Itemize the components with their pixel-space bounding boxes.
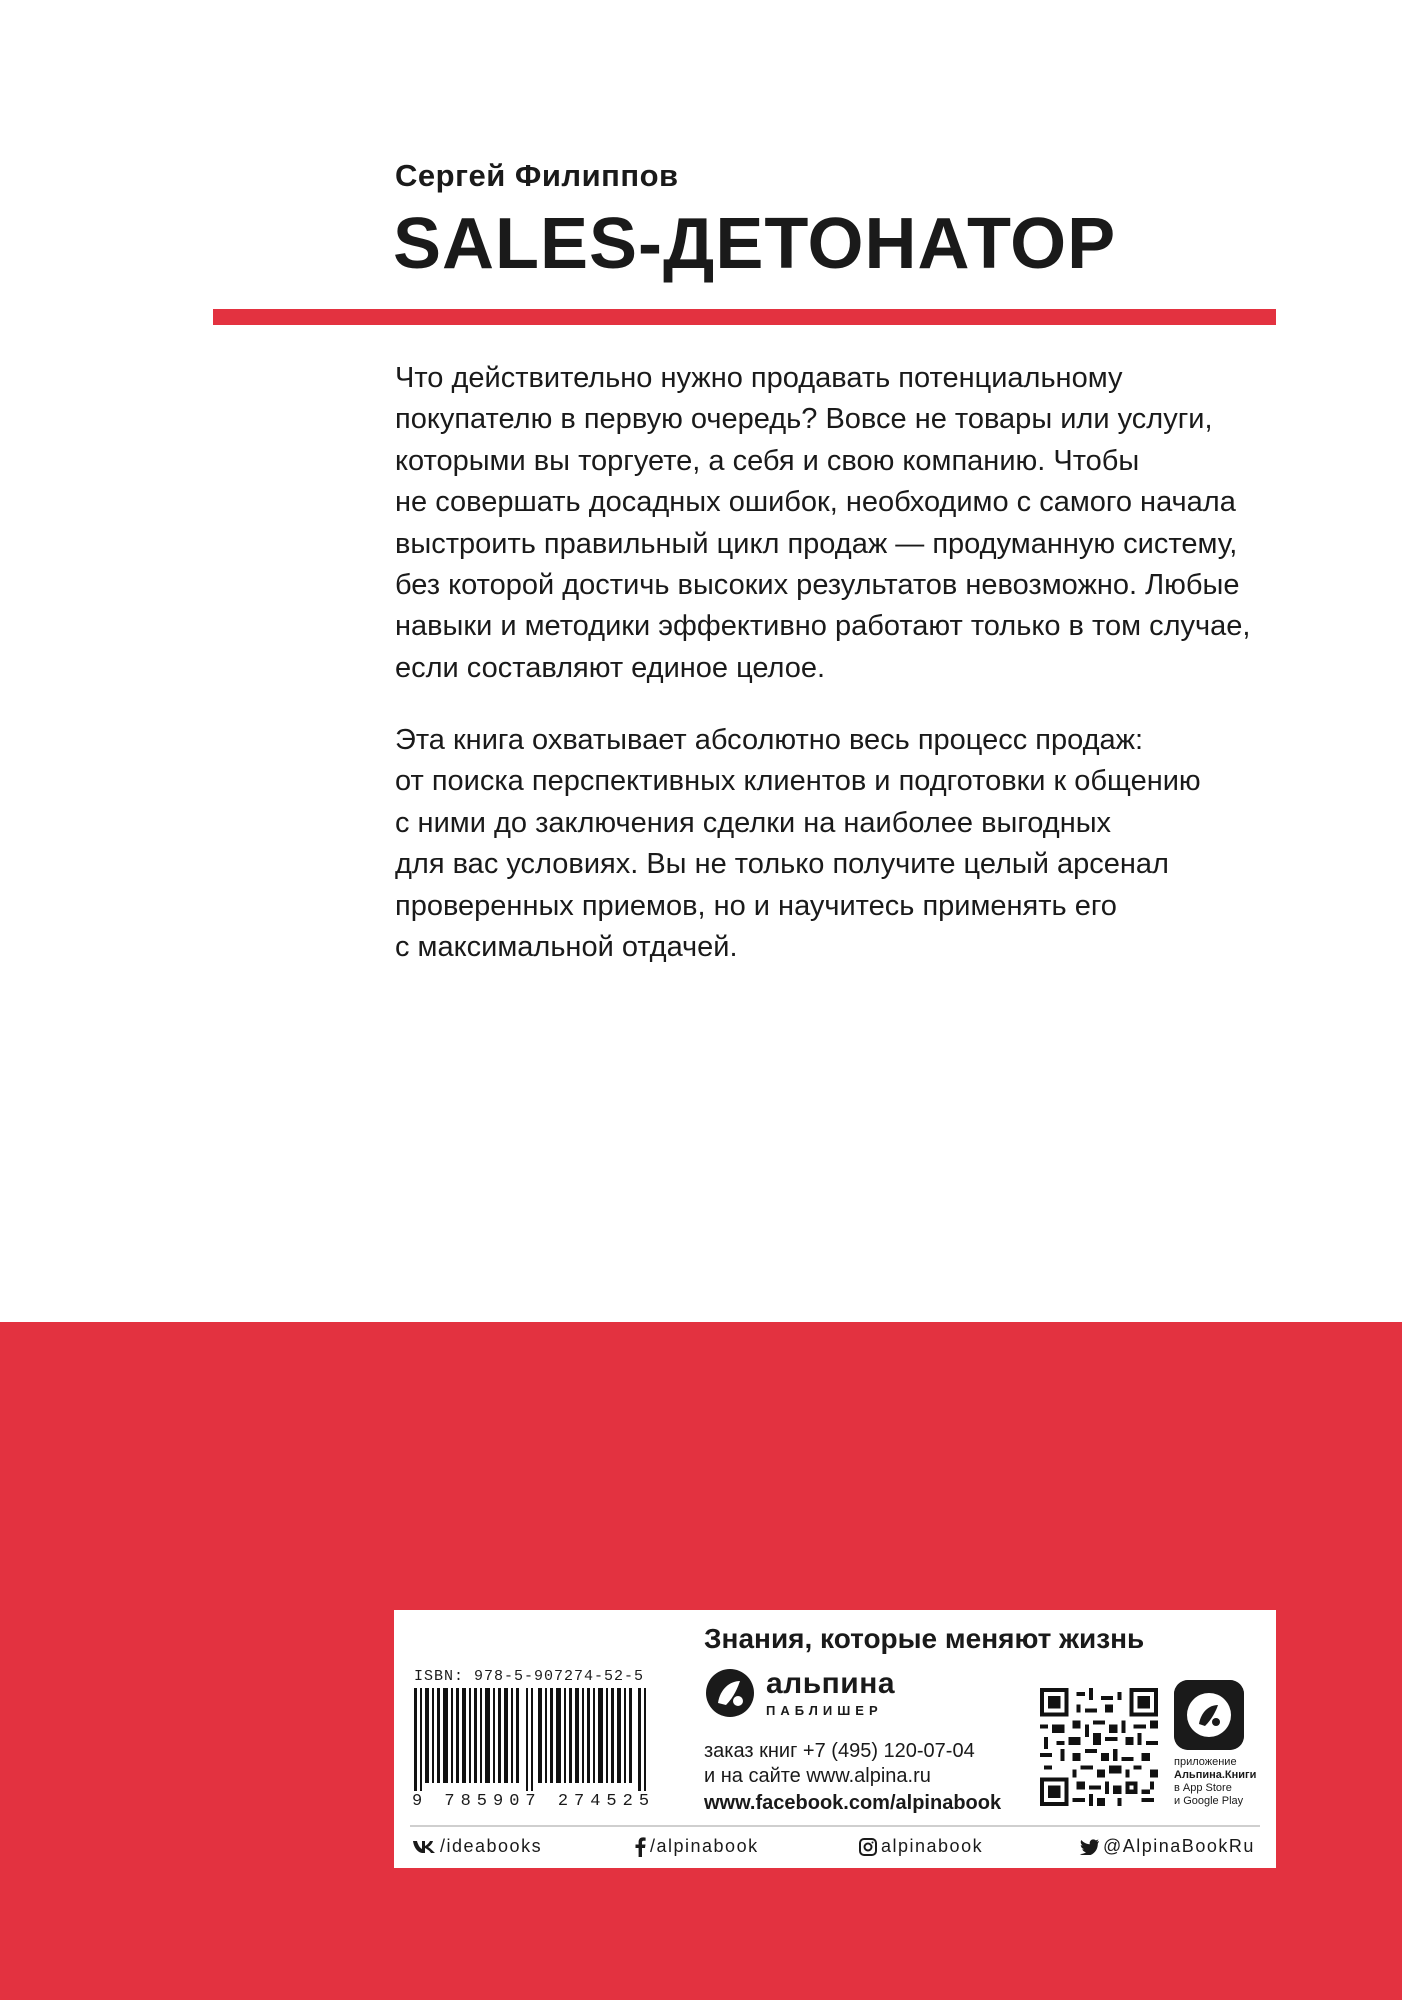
facebook-social-link[interactable] — [634, 1836, 759, 1857]
barcode-digits: 9 785907 274525 — [412, 1792, 656, 1811]
text-line: если составляют единое целое. — [395, 651, 826, 684]
qr-code[interactable] — [1040, 1688, 1158, 1806]
instagram-handle: alpinabook — [881, 1836, 984, 1856]
text-line: без которой достичь высоких результатов невозможно. Любые — [395, 569, 1240, 602]
twitter-icon — [1079, 1839, 1099, 1855]
barcode — [412, 1688, 652, 1791]
author-name: Сергей Филиппов — [395, 158, 679, 193]
vk-handle: /ideabooks — [440, 1836, 543, 1856]
description-paragraph-2 — [395, 720, 1295, 968]
alpina-logo-icon — [704, 1667, 756, 1719]
text-line: навыки и методики эффективно работают только в том случае, — [395, 610, 1251, 643]
vk-icon — [412, 1840, 436, 1854]
publisher-name: альпина — [766, 1667, 896, 1700]
instagram-link[interactable] — [859, 1836, 983, 1857]
text-line: покупателю в первую очередь? Вовсе не товары или услуги, — [395, 403, 1213, 436]
text-line: с ними до заключения сделки на наиболее выгодных — [395, 806, 1112, 839]
app-line: и Google Play — [1174, 1795, 1244, 1807]
site-link[interactable]: и на сайте www.alpina.ru — [704, 1765, 931, 1787]
text-line: выстроить правильный цикл продаж — продуманную систему, — [395, 527, 1238, 560]
text-line: от поиска перспективных клиентов и подготовки к общению — [395, 765, 1201, 798]
text-line: проверенных приемов, но и научитесь применять его — [395, 889, 1117, 922]
text-line: не совершать досадных ошибок, необходимо с самого начала — [395, 486, 1236, 519]
text-line: для вас условиях. Вы не только получите целый арсенал — [395, 848, 1169, 881]
facebook-link[interactable]: www.facebook.com/alpinabook — [704, 1792, 1002, 1814]
app-line: в App Store — [1174, 1782, 1232, 1794]
book-title: SALES-ДЕТОНАТОР — [393, 204, 1117, 284]
isbn-label: ISBN: 978-5-907274-52-5 — [414, 1668, 645, 1685]
publisher-subname: ПАБЛИШЕР — [766, 1703, 883, 1718]
facebook-handle: /alpinabook — [650, 1836, 759, 1856]
instagram-icon — [859, 1838, 877, 1856]
twitter-link[interactable] — [1079, 1836, 1255, 1857]
title-rule — [213, 309, 1276, 325]
app-name: Альпина.Книги — [1174, 1769, 1257, 1781]
panel-divider — [410, 1825, 1260, 1827]
alpina-logo[interactable] — [704, 1667, 924, 1727]
description-paragraph-1 — [395, 358, 1295, 689]
text-line: Эта книга охватывает абсолютно весь процесс продаж: — [395, 724, 1144, 756]
app-line: приложение — [1174, 1756, 1237, 1768]
facebook-icon — [634, 1837, 646, 1857]
text-line: с максимальной отдачей. — [395, 931, 738, 964]
publisher-panel — [394, 1610, 1276, 1868]
publisher-slogan: Знания, которые меняют жизнь — [704, 1623, 1145, 1654]
app-icon[interactable] — [1174, 1680, 1244, 1750]
order-phone: заказ книг +7 (495) 120-07-04 — [704, 1740, 975, 1762]
vk-link[interactable] — [412, 1836, 542, 1857]
text-line: которыми вы торгуете, а себя и свою компанию. Чтобы — [395, 444, 1140, 477]
twitter-handle: @AlpinaBookRu — [1103, 1836, 1255, 1856]
text-line: Что действительно нужно продавать потенциальному — [395, 362, 1123, 394]
app-store-text — [1174, 1756, 1256, 1808]
